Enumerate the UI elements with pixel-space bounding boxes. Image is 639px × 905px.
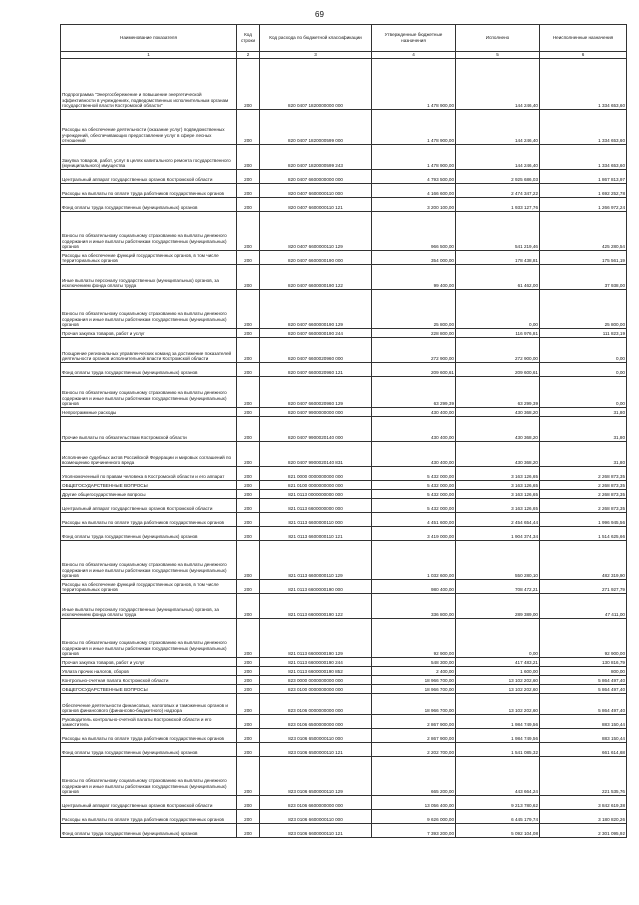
table-row [61,198,627,212]
row-code: 200 [237,743,260,757]
table-row [61,184,627,198]
row-approved: 7 393 200,00 [372,824,456,838]
row-budget-code: 823 0106 6500000110 121 [260,743,372,757]
row-name: Фонд оплаты труда государственных (муниципальных) органов [61,743,237,757]
header-approved: Утвержденные бюджетные назначения [372,25,456,52]
row-budget-code: 820 0407 9900020140 831 [260,442,372,467]
row-code: 200 [237,212,260,251]
column-number: 2 [237,52,260,59]
row-approved: 5 432 000,00 [372,490,456,499]
header-unexecuted: Неисполненные назначения [540,25,627,52]
row-unexecuted: 31,80 [540,442,627,467]
row-executed: 2 474 347,22 [456,184,540,198]
column-number: 5 [456,52,540,59]
row-unexecuted: 425 280,54 [540,212,627,251]
row-unexecuted: 1 996 945,56 [540,513,627,527]
row-budget-code: 821 0113 6600000190 244 [260,658,372,667]
table-row [61,667,627,676]
row-code: 200 [237,824,260,838]
row-approved: 18 966 700,00 [372,694,456,715]
row-executed: 2 925 686,03 [456,170,540,184]
row-name: Прочая закупка товаров, работ и услуг [61,329,237,338]
row-approved: 4 451 600,00 [372,513,456,527]
table-row [61,824,627,838]
row-approved: 430 400,00 [372,417,456,442]
row-budget-code: 820 0407 6600020960 129 [260,377,372,408]
table-row [61,527,627,541]
row-budget-code: 820 0407 6600000000 000 [260,170,372,184]
row-budget-code: 821 0113 6600000110 129 [260,541,372,580]
page-number: 69 [315,10,324,19]
row-code: 200 [237,377,260,408]
table-row [61,499,627,513]
row-executed: 3 163 126,65 [456,499,540,513]
row-unexecuted: 5 864 497,40 [540,685,627,694]
table-row [61,743,627,757]
row-budget-code: 823 0106 0000000000 000 [260,694,372,715]
row-approved: 980 400,00 [372,580,456,594]
row-budget-code: 820 0407 1820000599 000 [260,110,372,145]
row-unexecuted: 800,00 [540,667,627,676]
table-row [61,170,627,184]
table-row [61,265,627,290]
row-approved: 3 419 000,00 [372,527,456,541]
row-approved: 430 400,00 [372,408,456,417]
table-row [61,490,627,499]
table-row [61,796,627,810]
row-name: Фонд оплаты труда государственных (муниципальных) органов [61,198,237,212]
row-approved: 2 202 700,00 [372,743,456,757]
row-code: 200 [237,198,260,212]
row-unexecuted: 0,00 [540,363,627,377]
row-code: 200 [237,481,260,490]
row-code: 200 [237,676,260,685]
row-name: Поощрение региональных управленческих команд за достижение показателей деятельности органов исполнительной власти Костромской области [61,338,237,363]
row-code: 200 [237,329,260,338]
row-unexecuted: 661 614,68 [540,743,627,757]
row-code: 200 [237,796,260,810]
row-unexecuted: 31,80 [540,408,627,417]
row-name: Подпрограмма "Энергосбережение и повышение энергетической эффективности в учреждениях, подведомственных исполнительным органам государственной власти Костромской области" [61,59,237,110]
table-row [61,442,627,467]
row-name: Расходы на выплаты по оплате труда работников государственных органов [61,729,237,743]
row-budget-code: 820 0407 6600000110 000 [260,184,372,198]
row-code: 200 [237,265,260,290]
row-executed: 1 600,00 [456,667,540,676]
column-number-row [61,52,627,59]
row-executed: 1 904 374,34 [456,527,540,541]
table-row [61,110,627,145]
row-name: Фонд оплаты труда государственных (муниципальных) органов [61,527,237,541]
row-executed: 430 368,20 [456,417,540,442]
row-executed: 61 462,00 [456,265,540,290]
row-name: Уполномоченный по правам человека в Костромской области и его аппарат [61,467,237,481]
row-name: Взносы по обязательному социальному страхованию на выплаты денежного содержания и иные выплаты работникам государственных (муниципальных) органов [61,757,237,796]
row-code: 200 [237,170,260,184]
row-code: 200 [237,580,260,594]
row-unexecuted: 5 864 497,40 [540,676,627,685]
row-budget-code: 820 0407 9900020140 000 [260,417,372,442]
row-unexecuted: 2 268 873,35 [540,481,627,490]
row-code: 200 [237,499,260,513]
row-unexecuted: 1 514 625,66 [540,527,627,541]
row-code: 200 [237,619,260,658]
row-approved: 966 500,00 [372,212,456,251]
row-name: Иные выплаты персоналу государственных (муниципальных) органов, за исключением фонда оплаты труда [61,594,237,619]
row-name: Обеспечение деятельности финансовых, налоговых и таможенных органов и органов финансового (финансово-бюджетного) надзора [61,694,237,715]
row-code: 200 [237,184,260,198]
row-name: Взносы по обязательному социальному страхованию на выплаты денежного содержания и иные выплаты работникам государственных (муниципальных) органов [61,541,237,580]
row-approved: 5 432 000,00 [372,499,456,513]
row-name: Расходы на обеспечение функций государственных органов, в том числе территориальных органов [61,580,237,594]
row-code: 200 [237,715,260,729]
table-row [61,676,627,685]
row-budget-code: 821 0100 0000000000 000 [260,481,372,490]
row-executed: 2 454 654,44 [456,513,540,527]
table-row [61,290,627,329]
row-budget-code: 820 0407 6600020960 121 [260,363,372,377]
row-executed: 1 984 749,56 [456,729,540,743]
row-executed: 5 092 104,08 [456,824,540,838]
row-approved: 2 867 900,00 [372,715,456,729]
row-name: Закупка товаров, работ, услуг в целях капитального ремонта государственного (муниципального) имущества [61,145,237,170]
row-budget-code: 820 0407 6600020960 000 [260,338,372,363]
row-name: Непрограммные расходы [61,408,237,417]
row-budget-code: 820 0407 6600000110 129 [260,212,372,251]
row-unexecuted: 883 150,44 [540,715,627,729]
row-approved: 272 900,00 [372,338,456,363]
table-row [61,729,627,743]
row-executed: 0,00 [456,290,540,329]
table-row [61,810,627,824]
row-unexecuted: 1 334 653,60 [540,59,627,110]
row-approved: 92 900,00 [372,619,456,658]
row-approved: 25 800,00 [372,290,456,329]
row-unexecuted: 0,00 [540,377,627,408]
row-approved: 4 793 500,00 [372,170,456,184]
row-executed: 1 933 127,76 [456,198,540,212]
row-budget-code: 821 0000 0000000000 000 [260,467,372,481]
row-name: Фонд оплаты труда государственных (муниципальных) органов [61,363,237,377]
row-code: 200 [237,694,260,715]
row-name: Центральный аппарат государственных органов Костромской области [61,499,237,513]
table-row [61,619,627,658]
row-executed: 1 984 749,56 [456,715,540,729]
row-code: 200 [237,810,260,824]
row-budget-code: 821 0113 6600000110 121 [260,527,372,541]
row-executed: 1 541 085,32 [456,743,540,757]
row-approved: 3 200 100,00 [372,198,456,212]
row-code: 200 [237,59,260,110]
row-name: Взносы по обязательному социальному страхованию на выплаты денежного содержания и иные выплаты работникам государственных (муниципальных) органов [61,212,237,251]
row-name: Руководитель контрольно-счетной палаты Костромской области и его заместитель [61,715,237,729]
row-unexecuted: 221 535,76 [540,757,627,796]
header-executed: Исполнено [456,25,540,52]
row-budget-code: 823 0106 6600000000 000 [260,796,372,810]
row-executed: 144 246,40 [456,59,540,110]
row-approved: 665 200,00 [372,757,456,796]
row-approved: 354 000,00 [372,251,456,265]
row-code: 200 [237,685,260,694]
row-name: Центральный аппарат государственных органов Костромской области [61,796,237,810]
row-code: 200 [237,467,260,481]
table-row [61,377,627,408]
header-row [61,25,627,52]
table-row [61,467,627,481]
row-unexecuted: 5 864 497,40 [540,694,627,715]
row-approved: 2 867 900,00 [372,729,456,743]
column-number: 6 [540,52,627,59]
row-name: Взносы по обязательному социальному страхованию на выплаты денежного содержания и иные выплаты работникам государственных (муниципальных) органов [61,290,237,329]
row-unexecuted: 25 800,00 [540,290,627,329]
row-approved: 1 478 900,00 [372,145,456,170]
row-executed: 430 368,20 [456,442,540,467]
row-approved: 209 600,61 [372,363,456,377]
row-approved: 1 478 900,00 [372,59,456,110]
row-unexecuted: 92 900,00 [540,619,627,658]
row-code: 200 [237,363,260,377]
row-executed: 209 600,61 [456,363,540,377]
row-executed: 63 299,39 [456,377,540,408]
row-budget-code: 820 0407 6600000190 244 [260,329,372,338]
row-executed: 144 246,40 [456,145,540,170]
row-budget-code: 820 0407 6600000190 129 [260,290,372,329]
table-row [61,715,627,729]
row-budget-code: 823 0106 6500000110 129 [260,757,372,796]
row-budget-code: 820 0407 1820000000 000 [260,59,372,110]
row-unexecuted: 0,00 [540,338,627,363]
row-name: ОБЩЕГОСУДАРСТВЕННЫЕ ВОПРОСЫ [61,685,237,694]
row-code: 200 [237,290,260,329]
row-code: 200 [237,729,260,743]
row-unexecuted: 3 180 820,26 [540,810,627,824]
row-approved: 18 966 700,00 [372,676,456,685]
row-budget-code: 823 0000 0000000000 000 [260,676,372,685]
row-executed: 550 280,10 [456,541,540,580]
table-row [61,417,627,442]
row-code: 200 [237,594,260,619]
column-number: 4 [372,52,456,59]
row-budget-code: 823 0100 0000000000 000 [260,685,372,694]
row-code: 200 [237,408,260,417]
row-executed: 3 163 126,65 [456,467,540,481]
row-budget-code: 821 0113 6600000190 000 [260,580,372,594]
row-executed: 289 389,00 [456,594,540,619]
row-executed: 3 163 126,65 [456,490,540,499]
row-budget-code: 823 0106 6600000110 121 [260,824,372,838]
row-unexecuted: 2 301 095,92 [540,824,627,838]
table-row [61,145,627,170]
row-budget-code: 821 0113 0000000000 000 [260,490,372,499]
row-name: Расходы на выплаты по оплате труда работников государственных органов [61,810,237,824]
row-name: Расходы на обеспечение деятельности (оказание услуг) подведомственных учреждений, обеспечивающих предоставление услуг в сфере лесных отношений [61,110,237,145]
row-budget-code: 820 0407 6600000190 000 [260,251,372,265]
table-row [61,580,627,594]
table-row [61,329,627,338]
row-unexecuted: 1 334 653,60 [540,145,627,170]
row-approved: 13 056 400,00 [372,796,456,810]
row-name: Расходы на выплаты по оплате труда работников государственных органов [61,513,237,527]
budget-execution-table [60,24,627,838]
row-name: Расходы на обеспечение функций государственных органов, в том числе территориальных органов [61,251,237,265]
table-row [61,513,627,527]
row-code: 200 [237,490,260,499]
row-name: Взносы по обязательному социальному страхованию на выплаты денежного содержания и иные выплаты работникам государственных (муниципальных) органов [61,377,237,408]
table-row [61,212,627,251]
row-unexecuted: 3 842 619,38 [540,796,627,810]
row-unexecuted: 271 927,79 [540,580,627,594]
row-code: 200 [237,110,260,145]
row-unexecuted: 130 816,79 [540,658,627,667]
row-code: 200 [237,513,260,527]
header-line-code: Код строки [237,25,260,52]
row-name: Уплата прочих налогов, сборов [61,667,237,676]
row-approved: 5 432 000,00 [372,467,456,481]
table-row [61,251,627,265]
row-unexecuted: 31,80 [540,417,627,442]
row-approved: 5 432 000,00 [372,481,456,490]
row-executed: 13 102 202,60 [456,676,540,685]
row-code: 200 [237,417,260,442]
row-name: Взносы по обязательному социальному страхованию на выплаты денежного содержания и иные выплаты работникам государственных (муниципальных) органов [61,619,237,658]
row-name: Другие общегосударственные вопросы [61,490,237,499]
row-unexecuted: 2 268 873,35 [540,467,627,481]
row-budget-code: 823 0106 6500000000 000 [260,715,372,729]
row-name: Центральный аппарат государственных органов Костромской области [61,170,237,184]
table-row [61,481,627,490]
row-code: 200 [237,757,260,796]
row-code: 200 [237,251,260,265]
row-unexecuted: 1 867 813,97 [540,170,627,184]
row-approved: 9 626 000,00 [372,810,456,824]
row-budget-code: 820 0407 6600000190 122 [260,265,372,290]
row-executed: 541 219,46 [456,212,540,251]
row-unexecuted: 37 938,00 [540,265,627,290]
table-row [61,694,627,715]
row-approved: 228 800,00 [372,329,456,338]
row-code: 200 [237,338,260,363]
row-approved: 99 400,00 [372,265,456,290]
row-name: Фонд оплаты труда государственных (муниципальных) органов [61,824,237,838]
table-row [61,658,627,667]
row-name: Прочие выплаты по обязательствам Костромской области [61,417,237,442]
column-number: 1 [61,52,237,59]
row-name: Контрольно-счетная палата Костромской области [61,676,237,685]
row-unexecuted: 175 561,19 [540,251,627,265]
row-code: 200 [237,667,260,676]
row-executed: 272 900,00 [456,338,540,363]
row-executed: 178 438,81 [456,251,540,265]
row-code: 200 [237,442,260,467]
table-row [61,408,627,417]
row-executed: 116 976,81 [456,329,540,338]
row-budget-code: 823 0106 6600000110 000 [260,810,372,824]
row-executed: 144 246,40 [456,110,540,145]
row-name: Исполнение судебных актов Российской Федерации и мировых соглашений по возмещению причиненного вреда [61,442,237,467]
row-executed: 13 102 202,60 [456,694,540,715]
row-approved: 336 800,00 [372,594,456,619]
row-approved: 548 300,00 [372,658,456,667]
row-budget-code: 820 0407 1820000599 243 [260,145,372,170]
table-row [61,685,627,694]
row-unexecuted: 111 823,19 [540,329,627,338]
row-budget-code: 821 0113 6600000190 852 [260,667,372,676]
header-indicator-name: Наименование показателя [61,25,237,52]
row-code: 200 [237,541,260,580]
row-unexecuted: 47 411,00 [540,594,627,619]
row-executed: 708 472,21 [456,580,540,594]
row-budget-code: 823 0106 6500000110 000 [260,729,372,743]
row-unexecuted: 1 334 653,60 [540,110,627,145]
row-budget-code: 821 0113 6600000190 122 [260,594,372,619]
row-budget-code: 821 0113 6600000190 129 [260,619,372,658]
row-unexecuted: 482 319,90 [540,541,627,580]
row-approved: 18 966 700,00 [372,685,456,694]
table-row [61,594,627,619]
row-executed: 13 102 202,60 [456,685,540,694]
row-name: ОБЩЕГОСУДАРСТВЕННЫЕ ВОПРОСЫ [61,481,237,490]
table-row [61,541,627,580]
row-code: 200 [237,658,260,667]
row-approved: 4 166 600,00 [372,184,456,198]
column-number: 3 [260,52,372,59]
row-approved: 1 478 900,00 [372,110,456,145]
table-row [61,59,627,110]
row-budget-code: 821 0113 6600000000 000 [260,499,372,513]
row-approved: 63 299,39 [372,377,456,408]
row-unexecuted: 2 268 873,35 [540,490,627,499]
table-row [61,757,627,796]
header-budget-code: Код расхода по бюджетной классификации [260,25,372,52]
row-name: Иные выплаты персоналу государственных (муниципальных) органов, за исключением фонда оплаты труда [61,265,237,290]
row-executed: 9 213 780,62 [456,796,540,810]
table-body [61,59,627,838]
row-executed: 443 664,24 [456,757,540,796]
table-row [61,363,627,377]
row-unexecuted: 1 266 972,24 [540,198,627,212]
row-executed: 6 445 179,74 [456,810,540,824]
row-unexecuted: 883 150,44 [540,729,627,743]
row-code: 200 [237,145,260,170]
row-executed: 417 483,21 [456,658,540,667]
row-approved: 1 032 600,00 [372,541,456,580]
row-code: 200 [237,527,260,541]
row-executed: 3 163 126,65 [456,481,540,490]
row-name: Прочая закупка товаров, работ и услуг [61,658,237,667]
row-unexecuted: 2 268 873,35 [540,499,627,513]
row-budget-code: 820 0407 6600000110 121 [260,198,372,212]
row-executed: 0,00 [456,619,540,658]
row-budget-code: 820 0407 9900000000 000 [260,408,372,417]
table-row [61,338,627,363]
row-unexecuted: 1 692 252,78 [540,184,627,198]
row-name: Расходы на выплаты по оплате труда работников государственных органов [61,184,237,198]
row-approved: 2 400,00 [372,667,456,676]
row-budget-code: 821 0113 6600000110 000 [260,513,372,527]
row-approved: 430 400,00 [372,442,456,467]
row-executed: 430 368,20 [456,408,540,417]
